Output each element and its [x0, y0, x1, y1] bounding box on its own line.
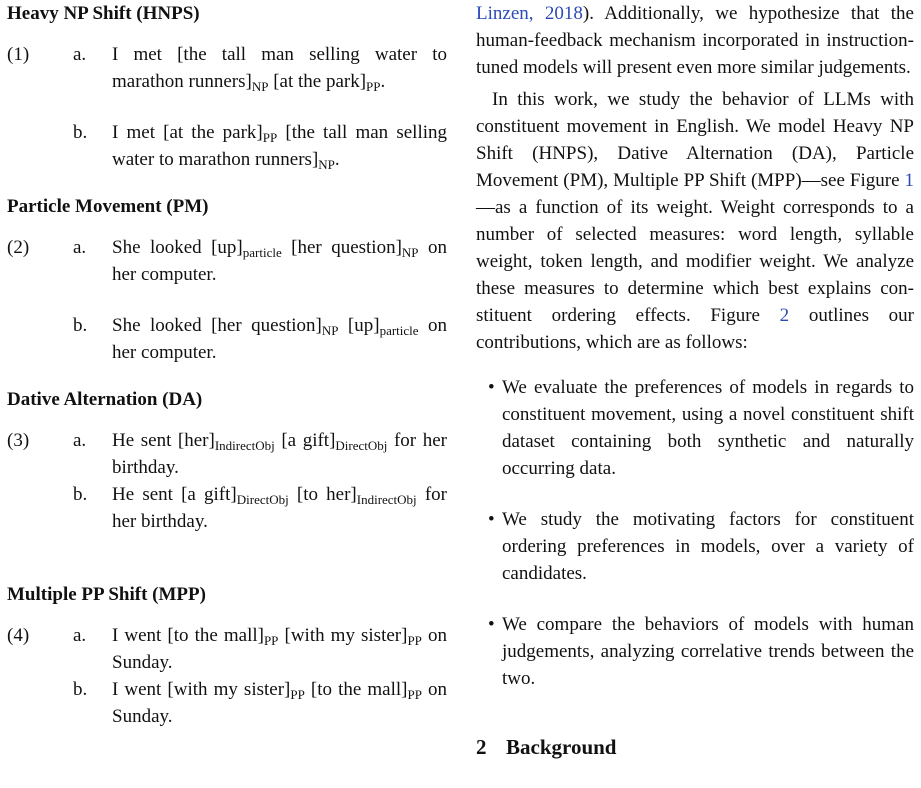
- contribution-text: We compare the behaviors of models with human judgements, analyzing correlative trends between the two.: [502, 614, 914, 689]
- constituent-label: particle: [379, 323, 419, 338]
- sentence-fragment: I went [with my sister]: [112, 679, 291, 700]
- constituent-label: PP: [290, 687, 305, 702]
- contribution-item: [476, 611, 914, 692]
- left-column: [7, 0, 447, 730]
- bullet-icon: •: [488, 377, 495, 398]
- example-number: (4): [7, 625, 30, 646]
- sentence-fragment: on her computer.: [112, 237, 447, 285]
- sentence-fragment: [to her]: [288, 484, 357, 505]
- sentence-fragment: .: [334, 149, 340, 170]
- constituent-label: PP: [407, 687, 422, 702]
- paragraph-text-2: —as a function of its weight. Weight corresponds to a number of selected measures: word length, syllable weight, token length, and modifier weight. We analyze these measures to determine which best explains constituent ordering effects. Figure: [476, 197, 914, 326]
- contribution-item: [476, 374, 914, 482]
- example-letter: b.: [73, 315, 88, 336]
- constituent-label: NP: [318, 157, 335, 172]
- sentence-fragment: [her question]: [281, 237, 402, 258]
- example-item: [73, 481, 447, 535]
- example-sentence: [112, 312, 447, 366]
- example-sentence: [112, 622, 447, 676]
- example-item: [73, 234, 447, 288]
- sentence-fragment: [with my sister]: [278, 625, 408, 646]
- example-heading: Particle Movement (PM): [7, 196, 209, 217]
- sentence-fragment: for her birthday.: [112, 430, 447, 478]
- sentence-fragment: [up]: [338, 315, 380, 336]
- section-heading-background: [476, 734, 914, 761]
- figure-2-link[interactable]: 2: [779, 305, 790, 326]
- sentence-fragment: [to the mall]: [304, 679, 408, 700]
- example-item: [73, 312, 447, 366]
- right-column: [476, 0, 914, 761]
- example-item: [73, 427, 447, 481]
- paragraph-continuation: [476, 0, 914, 81]
- constituent-label: PP: [262, 130, 278, 145]
- sentence-fragment: He sent [a gift]: [112, 484, 237, 505]
- example-letter: b.: [73, 679, 88, 700]
- contribution-text: We study the motivating factors for constituent ordering preferences in models, over a variety of candidates.: [502, 509, 914, 584]
- example-number: (2): [7, 237, 30, 258]
- sentence-fragment: on Sunday.: [112, 679, 448, 727]
- section-title: Background: [506, 735, 617, 759]
- example-block: [7, 427, 447, 535]
- sentence-fragment: She looked [her question]: [112, 315, 322, 336]
- sentence-fragment: I met [the tall man selling water to marathon runners]: [112, 44, 447, 92]
- example-heading: Dative Alternation (DA): [7, 389, 203, 410]
- example-block: [7, 41, 447, 173]
- sentence-fragment: .: [380, 71, 386, 92]
- contribution-text: We evaluate the preferences of models in regards to constituent movement, using a novel constituent shift dataset containing both synthetic and naturally occurring data.: [502, 377, 914, 479]
- example-sentence: [112, 427, 447, 481]
- example-letter: a.: [73, 625, 87, 646]
- example-item: [73, 119, 447, 173]
- constituent-label: IndirectObj: [214, 438, 275, 453]
- example-number: (1): [7, 44, 30, 65]
- example-sentence: [112, 676, 447, 730]
- sentence-fragment: [a gift]: [274, 430, 336, 451]
- example-sentence: [112, 41, 447, 95]
- sentence-fragment: [at the park]: [268, 71, 367, 92]
- constituent-label: IndirectObj: [356, 492, 417, 507]
- sentence-fragment: [the tall man selling water to marathon runners]: [112, 122, 447, 170]
- constituent-label: NP: [251, 79, 269, 94]
- example-sentence: [112, 234, 447, 288]
- bullet-icon: •: [488, 614, 495, 635]
- example-item: [73, 676, 447, 730]
- example-letter: a.: [73, 44, 87, 65]
- constituent-label: NP: [321, 323, 339, 338]
- constituent-label: NP: [401, 245, 419, 260]
- paragraph-this-work: [476, 86, 914, 356]
- contribution-item: [476, 506, 914, 587]
- example-sentence: [112, 481, 447, 535]
- constituent-label: particle: [242, 245, 282, 260]
- sentence-fragment: on Sunday.: [112, 625, 447, 673]
- constituent-label: DirectObj: [335, 438, 388, 453]
- constituent-label: PP: [407, 633, 422, 648]
- example-heading: Heavy NP Shift (HNPS): [7, 3, 200, 24]
- sentence-fragment: She looked [up]: [112, 237, 243, 258]
- example-item: [73, 41, 447, 95]
- bullet-icon: •: [488, 509, 495, 530]
- figure-1-link[interactable]: 1: [904, 170, 914, 191]
- paragraph-text-1: In this work, we study the behavior of LLMs with constituent movement in English. We model Heavy NP Shift (HNPS), Dative Alternation (DA), Particle Movement (PM), Multiple PP Shift (MPP)—see Figure: [476, 89, 914, 191]
- sentence-fragment: He sent [her]: [112, 430, 215, 451]
- constituent-label: PP: [263, 633, 279, 648]
- constituent-label: DirectObj: [236, 492, 289, 507]
- section-number: 2: [476, 735, 487, 759]
- paragraph-continuation-text: ). Additionally, we hypothesize that the human-feedback mechanism incorporated in instruction-tuned models will present even more similar judgements.: [476, 3, 914, 78]
- constituent-label: PP: [366, 79, 381, 94]
- sentence-fragment: I met [at the park]: [112, 122, 263, 143]
- example-block: [7, 234, 447, 366]
- example-sentence: [112, 119, 447, 173]
- example-letter: b.: [73, 484, 88, 505]
- example-block: [7, 622, 447, 730]
- example-letter: a.: [73, 237, 87, 258]
- contributions-list: [476, 374, 914, 692]
- sentence-fragment: for her birthday.: [112, 484, 447, 532]
- example-item: [73, 622, 447, 676]
- sentence-fragment: on her computer.: [112, 315, 448, 363]
- example-letter: a.: [73, 430, 87, 451]
- example-letter: b.: [73, 122, 88, 143]
- paragraph-text-3: outlines our contributions, which are as follows:: [476, 305, 914, 353]
- example-heading: Multiple PP Shift (MPP): [7, 584, 206, 605]
- example-number: (3): [7, 430, 30, 451]
- citation-link-linzen-2018[interactable]: Linzen, 2018: [476, 3, 583, 24]
- sentence-fragment: I went [to the mall]: [112, 625, 264, 646]
